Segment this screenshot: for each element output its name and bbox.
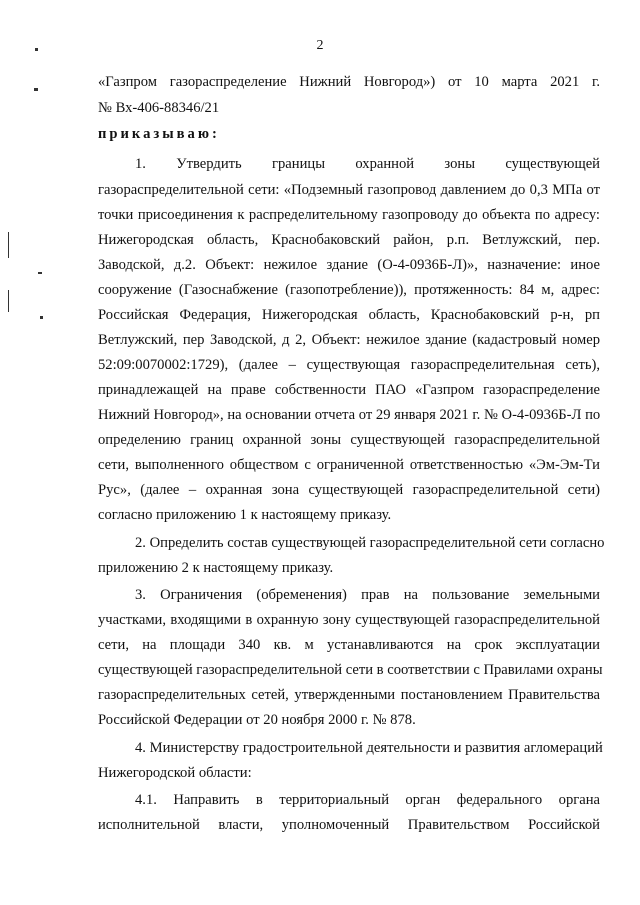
scan-mark: [34, 88, 38, 91]
text-line: сооружение (Газоснабжение (газопотребление)), протяженность: 84 м, адрес:: [98, 282, 600, 298]
text-line: точки присоединения к распределительному газопроводу до объекта по адресу:: [98, 207, 600, 223]
text-line: определению границ охранной зоны существующей газораспределительной: [98, 432, 600, 448]
text-line: «Газпром газораспределение Нижний Новгород») от 10 марта 2021 г.: [98, 74, 600, 90]
text-line: Нижний Новгород», на основании отчета от 29 января 2021 г. № О-4-0936Б-Л по: [98, 407, 601, 423]
text-line: участками, входящими в охранную зону существующей газораспределительной: [98, 612, 600, 628]
text-line: 3. Ограничения (обременения) прав на пользование земельными: [135, 587, 600, 603]
text-line: 4. Министерству градостроительной деятельности и развития агломераций: [135, 740, 603, 756]
text-line: Нижегородской области:: [98, 765, 252, 781]
text-line-heading: приказываю:: [98, 126, 220, 142]
text-line: 2. Определить состав существующей газораспределительной сети согласно: [135, 535, 605, 551]
scan-mark: [8, 232, 9, 258]
text-line: Российская Федерация, Нижегородская область, Краснобаковский р-н, рп: [98, 307, 600, 323]
text-line: 1. Утвердить границы охранной зоны существующей: [135, 156, 600, 172]
text-line: сети, выполненного обществом с ограниченной ответственностью «Эм-Эм-Ти: [98, 457, 600, 473]
text-line: 52:09:0070002:1729), (далее – существующая газораспределительная сеть),: [98, 357, 600, 373]
scan-mark: [8, 290, 9, 312]
text-line: Нижегородская область, Краснобаковский район, р.п. Ветлужский, пер.: [98, 232, 600, 248]
text-line: принадлежащей на праве собственности ПАО «Газпром газораспределение: [98, 382, 600, 398]
text-line: Заводской, д.2. Объект: нежилое здание (О-4-0936Б-Л)», назначение: иное: [98, 257, 600, 273]
text-line: Российской Федерации от 20 ноября 2000 г. № 878.: [98, 712, 416, 728]
text-line: № Вх-406-88346/21: [98, 100, 220, 116]
text-line: 4.1. Направить в территориальный орган федерального органа: [135, 792, 600, 808]
text-line: газораспределительной сети: «Подземный газопровод давлением до 0,3 МПа от: [98, 182, 600, 198]
text-line: Ветлужский, пер Заводской, д 2, Объект: нежилое здание (кадастровый номер: [98, 332, 600, 348]
text-line: согласно приложению 1 к настоящему приказу.: [98, 507, 392, 523]
text-line: сети, на площади 340 кв. м устанавливаются на срок эксплуатации: [98, 637, 600, 653]
text-line: существующей газораспределительной сети в соответствии с Правилами охраны: [98, 662, 603, 678]
text-line: газораспределительных сетей, утвержденными постановлением Правительства: [98, 687, 600, 703]
scan-mark: [38, 272, 42, 274]
text-line: Рус», (далее – охранная зона существующей газораспределительной сети): [98, 482, 600, 498]
scan-mark: [35, 48, 38, 51]
page-number: 2: [316, 38, 324, 53]
text-line: приложению 2 к настоящему приказу.: [98, 560, 334, 576]
scan-mark: [40, 316, 43, 319]
text-line: исполнительной власти, уполномоченный Правительством Российской: [98, 817, 600, 833]
